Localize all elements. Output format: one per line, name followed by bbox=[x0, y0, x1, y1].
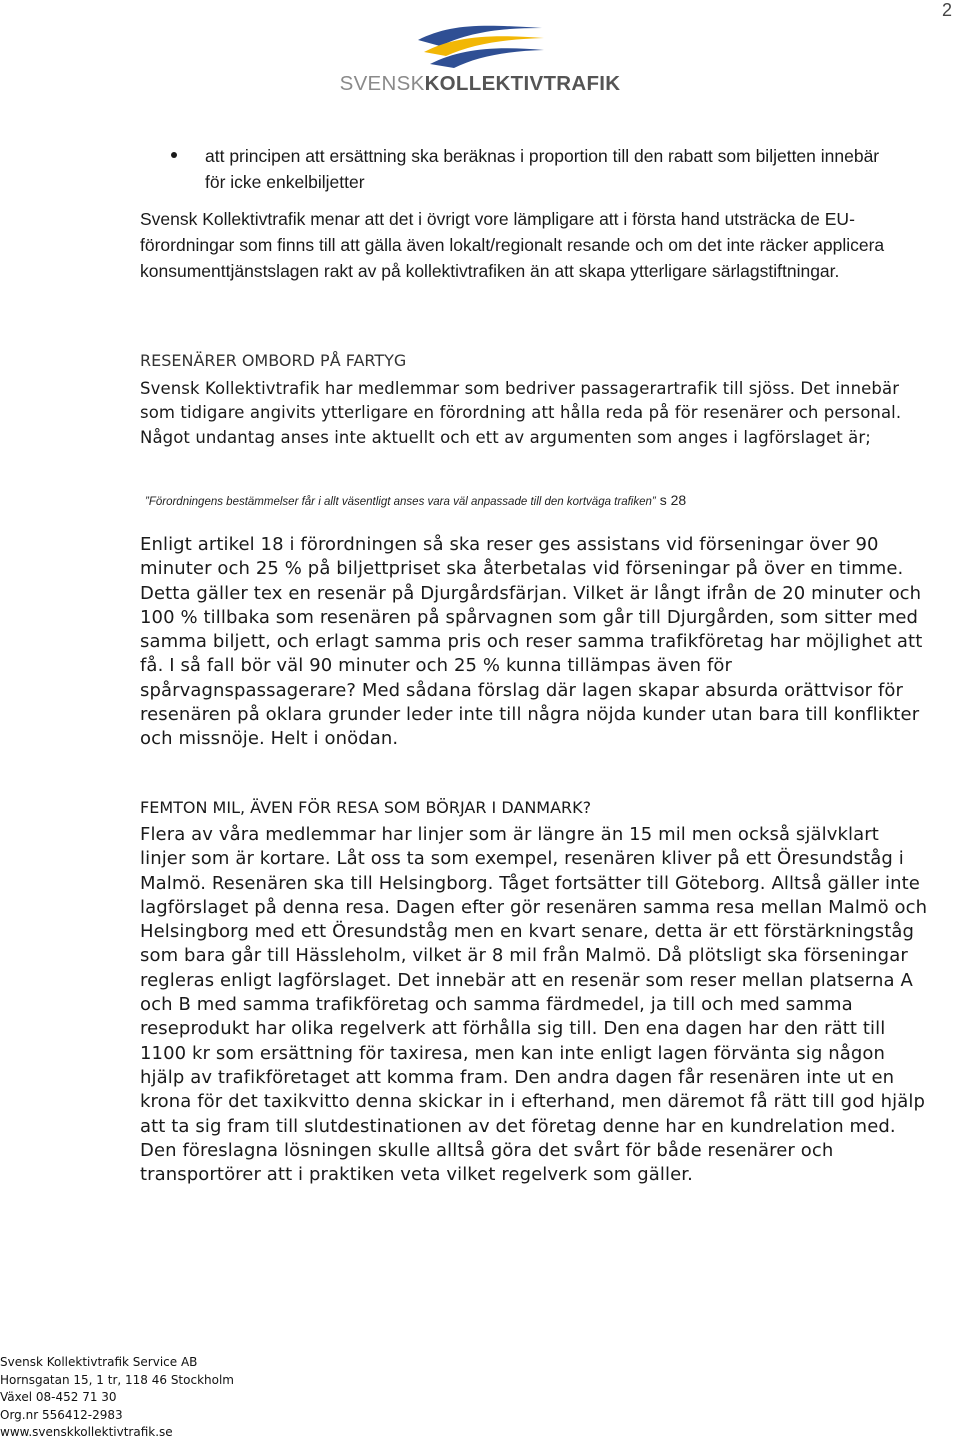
quote bbox=[145, 492, 945, 510]
footer bbox=[0, 1354, 234, 1442]
quote-page-ref: s 28 bbox=[659, 492, 687, 508]
bullet-dot-icon bbox=[171, 152, 177, 158]
footer-website[interactable]: www.svenskkollektivtrafik.se bbox=[0, 1425, 173, 1439]
paragraph-eu-regulations: Svensk Kollektivtrafik menar att det i övrigt vore lämpligare att i första hand utsträcka de EU-förordningar som finns till att gälla även lokalt/regionalt resande och om det inte räcker applicera konsumenttjänstslagen rakt av på kollektivtrafiken än att skapa ytterligare särlagstiftningar. bbox=[140, 209, 885, 281]
bullet-item bbox=[163, 143, 883, 195]
paragraph-article-18: Enligt artikel 18 i förordningen så ska reser ges assistans vid förseningar över 90 minuter och 25 % på biljettpriset ska återbetalas vid förseningar på över en timme. Detta gäller tex en resenär på Djurgårdsfärjan. Vilket är långt ifrån de 20 minuter och 100 % tillbaka som resenären på spårvagnen som går till Djurgården, som sitter med samma biljett, och erlagt samma pris och reser samma trafikföretag har möjlighet att få. I så fall bör väl 90 minuter och 25 % kunna tillämpas även för spårvagnspassagerare? Med sådana förslag där lagen skapar absurda orättvisor för resenären på oklara grunder leder inte till några nöjda kunder utan bara till konflikter och missnöje. Helt i onödan. bbox=[140, 534, 923, 750]
logo-text-bold: KOLLEKTIVTRAFIK bbox=[424, 72, 621, 95]
logo-wordmark bbox=[330, 72, 630, 96]
paragraph-long-routes: Flera av våra medlemmar har linjer som är längre än 15 mil men också självklart linjer som är kortare. Låt oss ta som exempel, resenären kliver på ett Öresundståg i Malmö. Resenären ska till Helsingborg. Tåget fortsätter till Göteborg. Alltså gäller inte lagförslaget på denna resa. Dagen efter gör resenären samma resa mellan Malmö och Helsingborg med ett Öresundståg men en kvart senare, detta är ett förstärkningståg som bara går till Hässleholm, vilket är 8 mil från Malmö. Då plötsligt ska förseningar regleras enligt lagförslaget. Det innebär att en resenär som reser mellan platserna A och B med samma trafikföretag och samma färdmedel, ja till och med samma reseprodukt har olika regelverk att förhålla sig till. Den ena dagen har den rätt till 1100 kr som ersättning för taxiresa, men kan inte enligt lagen förvänta sig någon hjälp av trafikföretaget att komma fram. Den andra dagen får resenären inte ut en krona för det taxikvitto denna skickar in i efterhand, men däremot få rätt till god hjälp att ta sig fram till slutdestinationen av det företag denne har en kundrelation med. Den föreslagna lösningen skulle alltså göra det svårt för både resenärer och transportörer att i praktiken veta vilket regelverk som gäller. bbox=[140, 824, 928, 1186]
paragraph-sea-traffic: Svensk Kollektivtrafik har medlemmar som bedriver passagerartrafik till sjöss. Det innebär som tidigare angivits ytterligare en förordning att hålla reda på för resenärer och personal. Något undantag anses inte aktuellt och ett av argumenten som anges i lagförslaget är; bbox=[140, 379, 902, 447]
wave-logo-icon bbox=[410, 22, 550, 70]
heading-fifteen-miles: FEMTON MIL, ÄVEN FÖR RESA SOM BÖRJAR I DANMARK? bbox=[140, 798, 592, 817]
footer-org-nr: Org.nr 556412-2983 bbox=[0, 1407, 123, 1422]
footer-address: Hornsgatan 15, 1 tr, 118 46 Stockholm bbox=[0, 1372, 234, 1387]
footer-company: Svensk Kollektivtrafik Service AB bbox=[0, 1355, 198, 1369]
footer-phone: Växel 08-452 71 30 bbox=[0, 1390, 117, 1404]
bullet-text: att principen att ersättning ska beräknas i proportion till den rabatt som biljetten innebär för icke enkelbiljetter bbox=[205, 146, 880, 192]
quote-text: ”Förordningens bestämmelser får i allt väsentligt anses vara väl anpassade till den kortväga trafiken” bbox=[145, 496, 656, 508]
logo-text-light: SVENSK bbox=[339, 72, 425, 95]
company-logo bbox=[330, 22, 630, 102]
page-number: 2 bbox=[941, 0, 952, 20]
heading-passengers-on-ships: RESENÄRER OMBORD PÅ FARTYG bbox=[140, 351, 407, 370]
